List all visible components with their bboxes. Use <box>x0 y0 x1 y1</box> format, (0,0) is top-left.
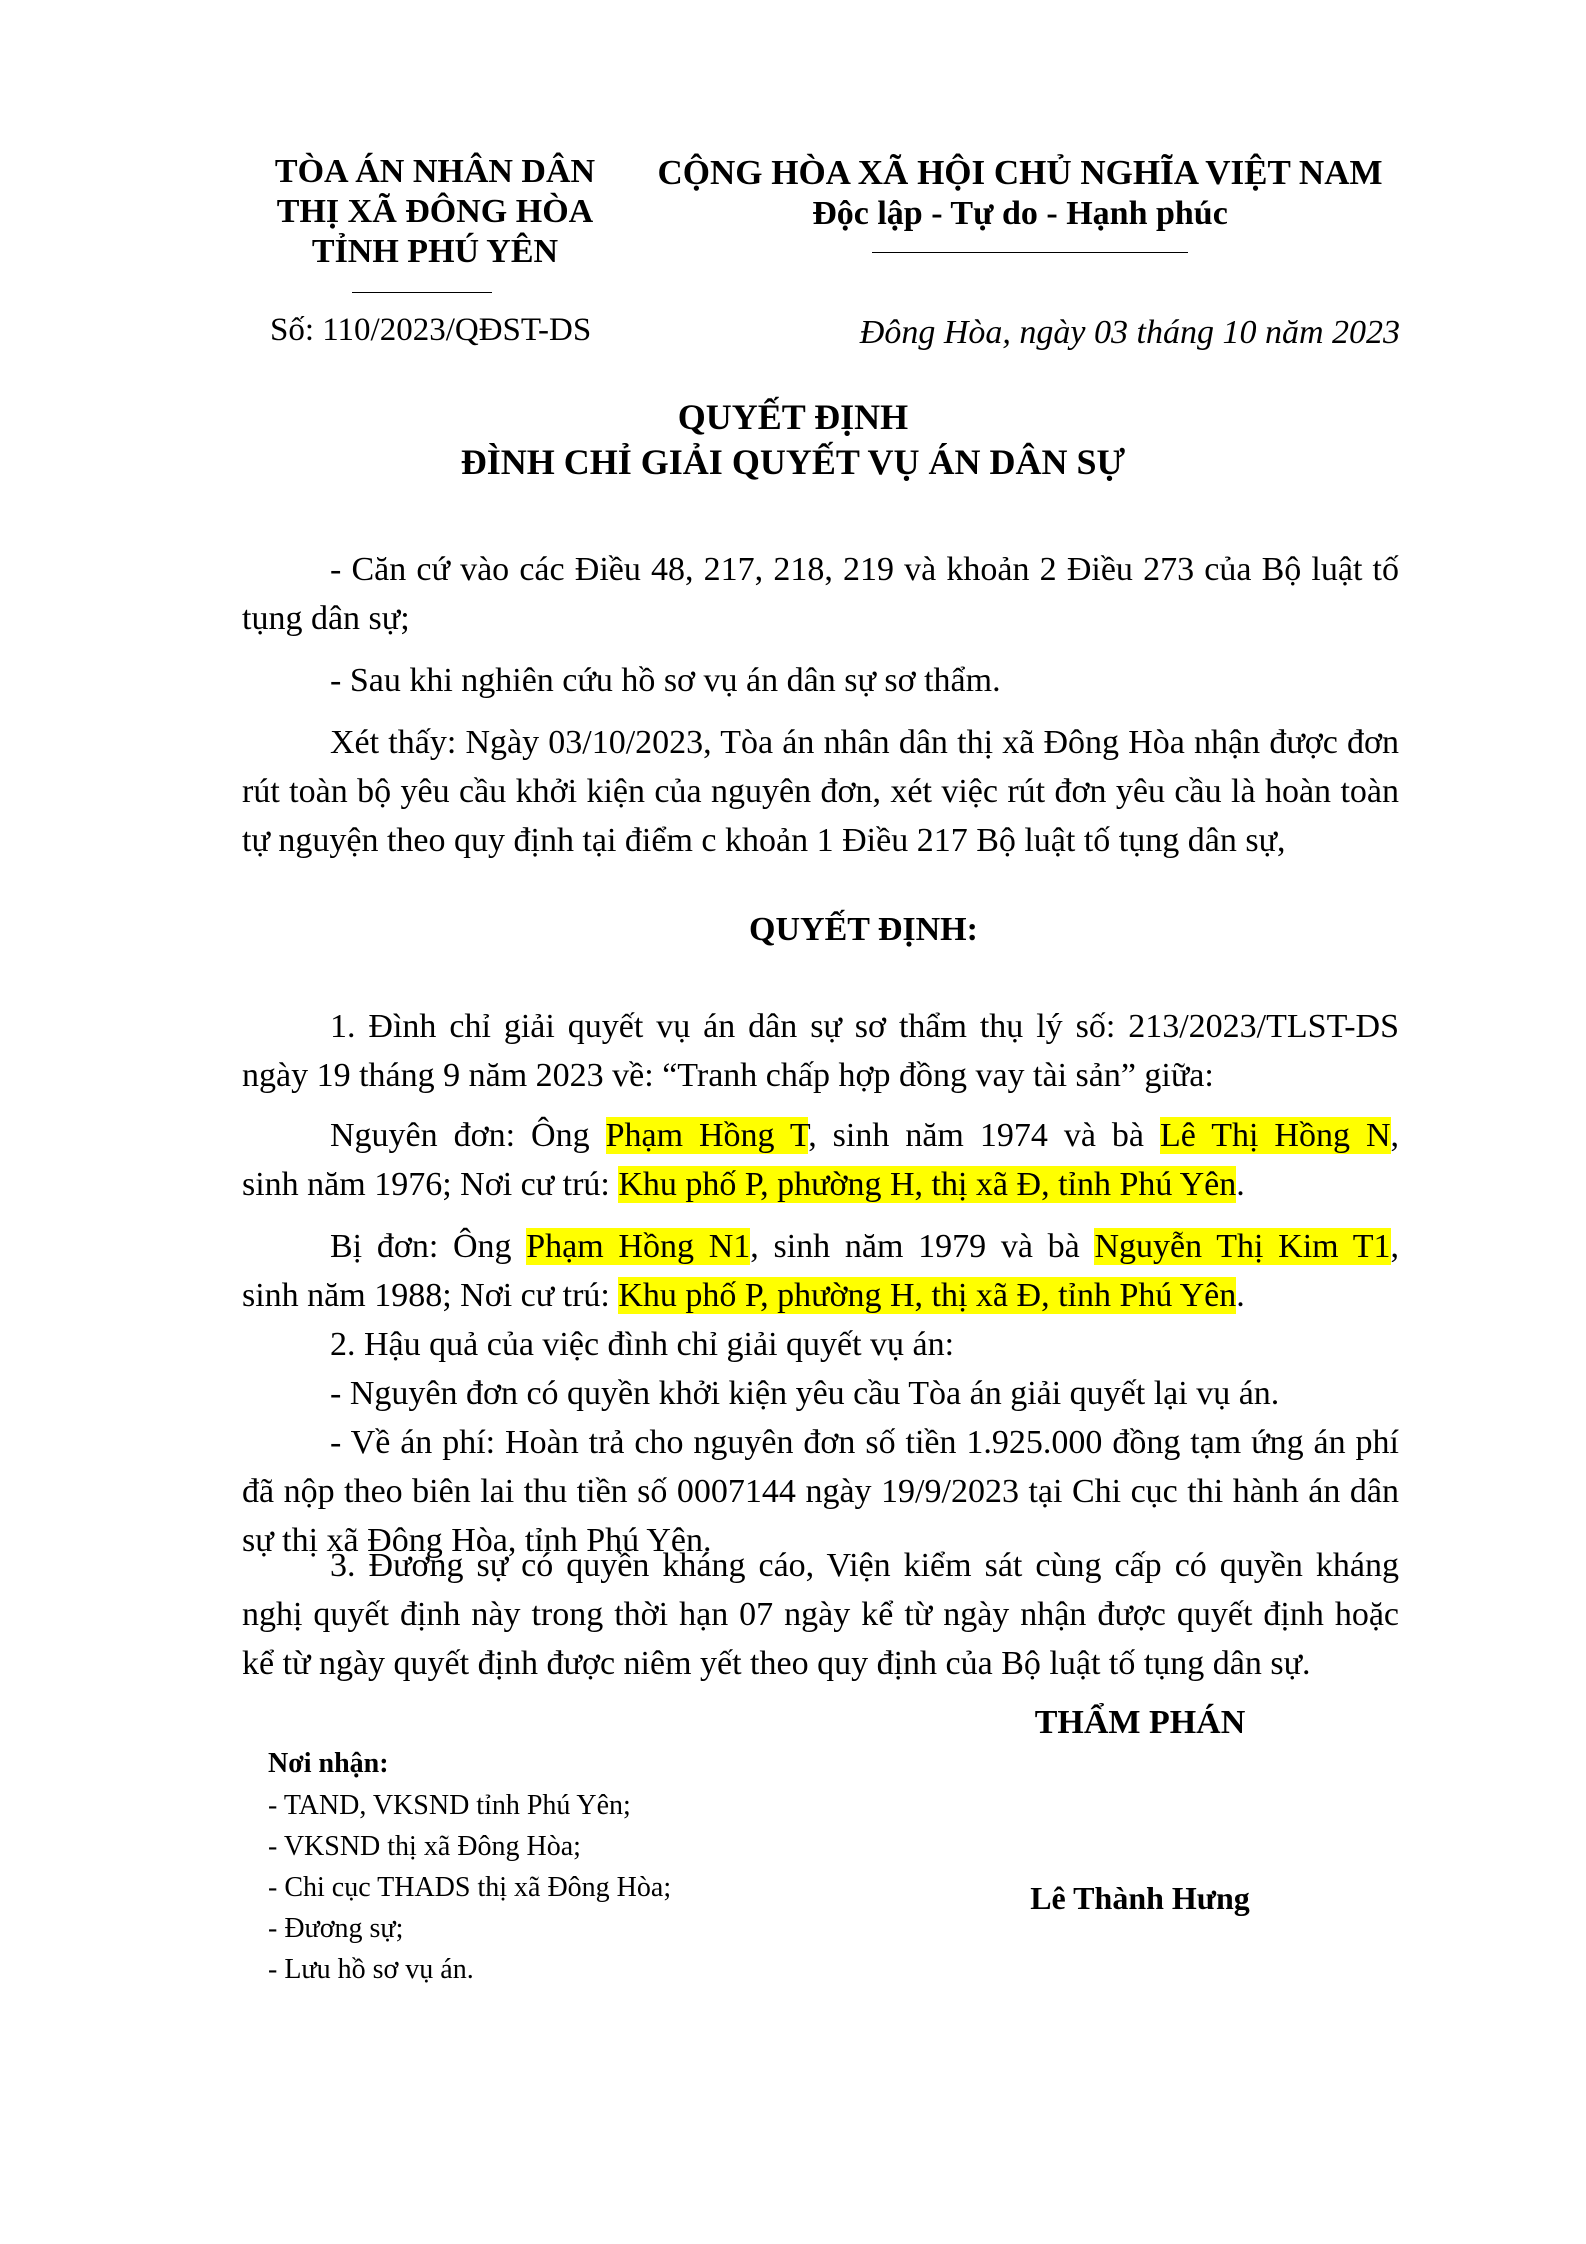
court-underline <box>352 292 492 293</box>
document-title: QUYẾT ĐỊNH <box>677 397 909 437</box>
plaintiff-line-1: Nguyên đơn: Ông Phạm Hồng T, sinh năm 1974 và bà Lê Thị Hồng N, <box>330 1117 1399 1154</box>
decision-item-2: 2. Hậu quả của việc đình chỉ giải quyết vụ án: <box>330 1326 955 1363</box>
document-number: Số: 110/2023/QĐST-DS <box>270 312 592 348</box>
plaintiff-address: Khu phố P, phường H, thị xã Đ, tỉnh Phú Yên <box>618 1166 1237 1203</box>
defendant-name-1: Phạm Hồng N1 <box>526 1228 751 1265</box>
plaintiff-name-1: Phạm Hồng T <box>605 1117 809 1154</box>
defendant-line-1: Bị đơn: Ông Phạm Hồng N1, sinh năm 1979 và bà Nguyễn Thị Kim T1, <box>330 1228 1399 1265</box>
republic-title: CỘNG HÒA XÃ HỘI CHỦ NGHĨA VIỆT NAM <box>657 153 1383 192</box>
plaintiff-name-2: Lê Thị Hồng N <box>1159 1117 1391 1154</box>
court-name-line-3: TỈNH PHÚ YÊN <box>311 233 559 270</box>
decision-item-1: 1. Đình chỉ giải quyết vụ án dân sự sơ thẩm thụ lý số: 213/2023/TLST-DS ngày 19 tháng 9 năm 2023 về: “Tranh chấp hợp đồng vay tài sản” giữa: <box>242 1008 1399 1094</box>
court-name-line-2: THỊ XÃ ĐÔNG HÒA <box>276 193 594 230</box>
finding-paragraph: Xét thấy: Ngày 03/10/2023, Tòa án nhân dân thị xã Đông Hòa nhận được đơn rút toàn bộ yêu cầu khởi kiện của nguyên đơn, xét việc rút đơn yêu cầu là hoàn toàn tự nguyện theo quy định tại điểm c khoản 1 Điều 217 Bộ luật tố tụng dân sự, <box>242 724 1399 859</box>
signer-title: THẨM PHÁN <box>1034 1704 1246 1741</box>
document-subtitle: ĐÌNH CHỈ GIẢI QUYẾT VỤ ÁN DÂN SỰ <box>460 442 1126 482</box>
recipient-item: - Chi cục THADS thị xã Đông Hòa; <box>268 1872 672 1903</box>
recipients-heading: Nơi nhận: <box>268 1748 389 1779</box>
decision-item-2b: - Về án phí: Hoàn trả cho nguyên đơn số tiền 1.925.000 đồng tạm ứng án phí đã nộp theo biên lai thu tiền số 0007144 ngày 19/9/2023 tại Chi cục thi hành án dân sự thị xã Đông Hòa, tỉnh Phú Yên. <box>242 1424 1399 1559</box>
defendant-address: Khu phố P, phường H, thị xã Đ, tỉnh Phú Yên <box>618 1277 1237 1314</box>
national-header <box>640 152 1400 234</box>
recipient-item: - Đương sự; <box>268 1913 404 1944</box>
recipient-item: - VKSND thị xã Đông Hòa; <box>268 1831 581 1862</box>
recipient-item: - TAND, VKSND tỉnh Phú Yên; <box>268 1790 631 1821</box>
signer-name: Lê Thành Hưng <box>1030 1880 1250 1916</box>
defendant-name-2: Nguyễn Thị Kim T1 <box>1094 1228 1391 1265</box>
place-and-date: Đông Hòa, ngày 03 tháng 10 năm 2023 <box>859 314 1400 351</box>
national-motto: Độc lập - Tự do - Hạnh phúc <box>812 195 1228 232</box>
court-name-line-1: TÒA ÁN NHÂN DÂN <box>274 153 596 190</box>
decision-item-3: 3. Đương sự có quyền kháng cáo, Viện kiểm sát cùng cấp có quyền kháng nghị quyết định này trong thời hạn 07 ngày kể từ ngày nhận được quyết định hoặc kể từ ngày quyết định được niêm yết theo quy định của Bộ luật tố tụng dân sự. <box>242 1547 1399 1682</box>
decision-item-2a: - Nguyên đơn có quyền khởi kiện yêu cầu Tòa án giải quyết lại vụ án. <box>330 1375 1280 1412</box>
decision-heading: QUYẾT ĐỊNH: <box>749 911 978 948</box>
review-paragraph: - Sau khi nghiên cứu hồ sơ vụ án dân sự sơ thẩm. <box>330 662 1001 699</box>
court-name-block <box>255 152 615 272</box>
motto-underline <box>872 252 1188 253</box>
plaintiff-line-2: sinh năm 1976; Nơi cư trú: Khu phố P, phường H, thị xã Đ, tỉnh Phú Yên. <box>242 1166 1245 1203</box>
legal-basis-paragraph: - Căn cứ vào các Điều 48, 217, 218, 219 và khoản 2 Điều 273 của Bộ luật tố tụng dân sự; <box>242 551 1399 637</box>
recipient-item: - Lưu hồ sơ vụ án. <box>268 1954 474 1985</box>
defendant-line-2: sinh năm 1988; Nơi cư trú: Khu phố P, phường H, thị xã Đ, tỉnh Phú Yên. <box>242 1277 1245 1314</box>
